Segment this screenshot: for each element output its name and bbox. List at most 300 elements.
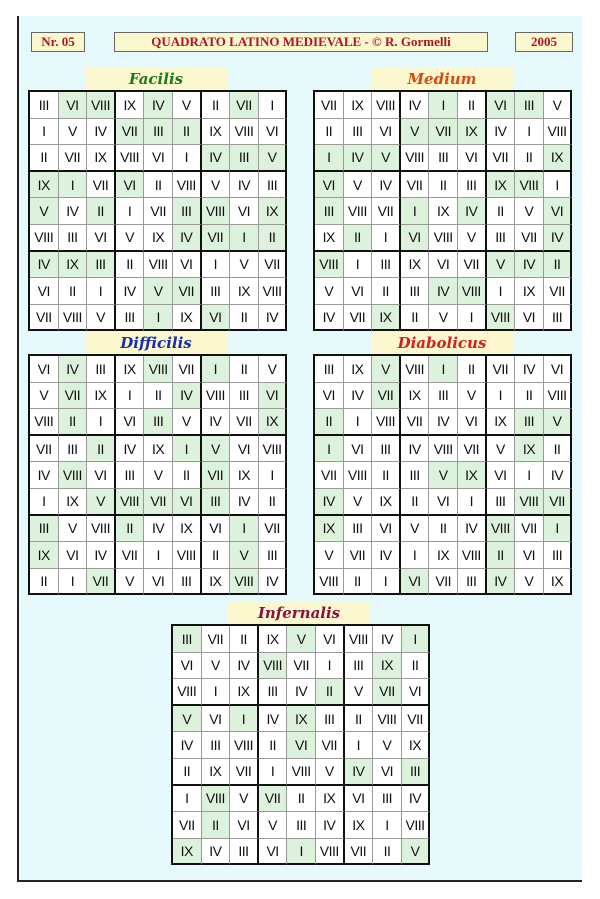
grid-cell[interactable]: VII	[116, 119, 145, 146]
grid-cell[interactable]: VIII	[287, 759, 316, 786]
grid-cell[interactable]: II	[259, 225, 288, 252]
grid-cell[interactable]: I	[173, 145, 202, 172]
grid-cell[interactable]: VII	[202, 626, 231, 653]
grid-cell[interactable]: IV	[116, 278, 145, 305]
grid-cell[interactable]: III	[315, 356, 344, 383]
grid-cell[interactable]: VII	[259, 252, 288, 279]
grid-cell[interactable]: IV	[173, 383, 202, 410]
grid-cell[interactable]: VIII	[372, 92, 401, 119]
grid-cell[interactable]: V	[544, 409, 573, 436]
grid-cell[interactable]: III	[372, 436, 401, 463]
grid-cell[interactable]: I	[30, 489, 59, 516]
grid-cell[interactable]: I	[173, 436, 202, 463]
grid-cell[interactable]: VI	[173, 489, 202, 516]
grid-cell[interactable]: IV	[315, 489, 344, 516]
grid-cell[interactable]: I	[544, 172, 573, 199]
grid-cell[interactable]: VIII	[372, 409, 401, 436]
grid-cell[interactable]: IX	[344, 356, 373, 383]
grid-cell[interactable]: V	[515, 569, 544, 596]
grid-cell[interactable]: VI	[544, 356, 573, 383]
grid-cell[interactable]: III	[544, 305, 573, 332]
grid-cell[interactable]: VI	[373, 759, 402, 786]
grid-cell[interactable]: IV	[487, 119, 516, 146]
grid-cell[interactable]: I	[487, 383, 516, 410]
grid-cell[interactable]: IV	[30, 462, 59, 489]
grid-cell[interactable]: IV	[458, 198, 487, 225]
grid-cell[interactable]: VI	[144, 569, 173, 596]
grid-cell[interactable]: VII	[345, 839, 374, 866]
grid-cell[interactable]: I	[373, 812, 402, 839]
grid-cell[interactable]: V	[373, 732, 402, 759]
grid-cell[interactable]: IX	[144, 436, 173, 463]
grid-cell[interactable]: VII	[230, 92, 259, 119]
grid-cell[interactable]: III	[59, 436, 88, 463]
grid-cell[interactable]: III	[202, 278, 231, 305]
grid-cell[interactable]: IX	[344, 92, 373, 119]
grid-cell[interactable]: VIII	[59, 305, 88, 332]
grid-cell[interactable]: IV	[373, 626, 402, 653]
grid-cell[interactable]: I	[144, 305, 173, 332]
grid-cell[interactable]: I	[429, 92, 458, 119]
grid-cell[interactable]: VIII	[401, 356, 430, 383]
grid-cell[interactable]: VI	[87, 225, 116, 252]
grid-cell[interactable]: V	[487, 436, 516, 463]
grid-cell[interactable]: VI	[116, 409, 145, 436]
grid-cell[interactable]: IX	[173, 516, 202, 543]
grid-cell[interactable]: III	[458, 172, 487, 199]
grid-cell[interactable]: V	[144, 462, 173, 489]
grid-cell[interactable]: IV	[59, 198, 88, 225]
grid-cell[interactable]: V	[230, 252, 259, 279]
grid-cell[interactable]: V	[116, 569, 145, 596]
grid-cell[interactable]: IV	[372, 172, 401, 199]
grid-cell[interactable]: IX	[315, 516, 344, 543]
grid-cell[interactable]: VI	[402, 679, 431, 706]
grid-cell[interactable]: IX	[59, 489, 88, 516]
grid-cell[interactable]: II	[344, 225, 373, 252]
grid-cell[interactable]: IV	[202, 145, 231, 172]
grid-cell[interactable]: VIII	[429, 225, 458, 252]
grid-cell[interactable]: IX	[202, 119, 231, 146]
grid-cell[interactable]: I	[344, 252, 373, 279]
grid-cell[interactable]: III	[116, 462, 145, 489]
grid-cell[interactable]: VIII	[544, 119, 573, 146]
grid-cell[interactable]: IV	[344, 145, 373, 172]
grid-cell[interactable]: VII	[59, 383, 88, 410]
grid-cell[interactable]: IX	[316, 786, 345, 813]
grid-cell[interactable]: IX	[515, 278, 544, 305]
grid-cell[interactable]: VII	[30, 305, 59, 332]
grid-cell[interactable]: III	[87, 356, 116, 383]
grid-cell[interactable]: VII	[402, 706, 431, 733]
grid-cell[interactable]: VIII	[59, 462, 88, 489]
grid-cell[interactable]: V	[372, 145, 401, 172]
grid-cell[interactable]: VI	[202, 516, 231, 543]
grid-cell[interactable]: V	[173, 92, 202, 119]
grid-cell[interactable]: III	[402, 759, 431, 786]
grid-cell[interactable]: VII	[515, 225, 544, 252]
grid-cell[interactable]: I	[202, 252, 231, 279]
grid-cell[interactable]: VI	[487, 462, 516, 489]
grid-cell[interactable]: III	[458, 569, 487, 596]
grid-cell[interactable]: I	[515, 462, 544, 489]
grid-cell[interactable]: V	[315, 278, 344, 305]
grid-cell[interactable]: V	[401, 516, 430, 543]
grid-cell[interactable]: IX	[544, 569, 573, 596]
grid-cell[interactable]: I	[87, 409, 116, 436]
grid-cell[interactable]: II	[372, 278, 401, 305]
grid-cell[interactable]: V	[315, 542, 344, 569]
grid-cell[interactable]: VI	[429, 252, 458, 279]
grid-cell[interactable]: II	[230, 356, 259, 383]
grid-cell[interactable]: IV	[544, 225, 573, 252]
grid-cell[interactable]: II	[345, 706, 374, 733]
grid-cell[interactable]: II	[344, 569, 373, 596]
grid-cell[interactable]: VIII	[173, 679, 202, 706]
grid-cell[interactable]: VII	[315, 462, 344, 489]
grid-cell[interactable]: II	[202, 812, 231, 839]
grid-cell[interactable]: II	[259, 732, 288, 759]
grid-cell[interactable]: I	[315, 436, 344, 463]
grid-cell[interactable]: VI	[429, 489, 458, 516]
grid-cell[interactable]: IX	[287, 706, 316, 733]
grid-cell[interactable]: III	[544, 542, 573, 569]
grid-cell[interactable]: VIII	[402, 812, 431, 839]
grid-cell[interactable]: VII	[87, 569, 116, 596]
grid-cell[interactable]: VIII	[230, 569, 259, 596]
grid-cell[interactable]: II	[315, 409, 344, 436]
grid-cell[interactable]: IX	[315, 225, 344, 252]
grid-cell[interactable]: VIII	[458, 278, 487, 305]
grid-cell[interactable]: III	[401, 278, 430, 305]
grid-cell[interactable]: III	[144, 119, 173, 146]
grid-cell[interactable]: VIII	[230, 732, 259, 759]
grid-cell[interactable]: III	[401, 462, 430, 489]
grid-cell[interactable]: IX	[116, 356, 145, 383]
grid-cell[interactable]: II	[544, 252, 573, 279]
grid-cell[interactable]: I	[487, 278, 516, 305]
grid-cell[interactable]: IX	[173, 839, 202, 866]
grid-cell[interactable]: IV	[259, 305, 288, 332]
grid-cell[interactable]: IX	[373, 653, 402, 680]
grid-cell[interactable]: VIII	[401, 145, 430, 172]
grid-cell[interactable]: IX	[429, 542, 458, 569]
grid-cell[interactable]: I	[230, 516, 259, 543]
grid-cell[interactable]: II	[87, 198, 116, 225]
grid-cell[interactable]: III	[316, 706, 345, 733]
grid-cell[interactable]: IX	[402, 732, 431, 759]
grid-cell[interactable]: IV	[515, 356, 544, 383]
grid-cell[interactable]: III	[487, 225, 516, 252]
grid-cell[interactable]: II	[144, 172, 173, 199]
grid-cell[interactable]: IV	[230, 172, 259, 199]
grid-cell[interactable]: III	[373, 786, 402, 813]
grid-cell[interactable]: III	[230, 383, 259, 410]
grid-cell[interactable]: VIII	[316, 839, 345, 866]
grid-cell[interactable]: VII	[344, 542, 373, 569]
grid-cell[interactable]: III	[259, 542, 288, 569]
grid-cell[interactable]: III	[345, 653, 374, 680]
grid-cell[interactable]: VI	[259, 119, 288, 146]
grid-cell[interactable]: III	[487, 489, 516, 516]
grid-cell[interactable]: VIII	[487, 305, 516, 332]
grid-cell[interactable]: VI	[345, 786, 374, 813]
grid-cell[interactable]: VI	[59, 92, 88, 119]
grid-cell[interactable]: VI	[315, 383, 344, 410]
grid-cell[interactable]: I	[173, 786, 202, 813]
grid-cell[interactable]: III	[259, 172, 288, 199]
grid-cell[interactable]: VIII	[373, 706, 402, 733]
grid-cell[interactable]: IX	[30, 172, 59, 199]
grid-cell[interactable]: IV	[144, 516, 173, 543]
grid-cell[interactable]: VI	[316, 626, 345, 653]
grid-cell[interactable]: VII	[429, 569, 458, 596]
grid-cell[interactable]: II	[429, 172, 458, 199]
grid-cell[interactable]: VIII	[259, 278, 288, 305]
grid-cell[interactable]: VII	[173, 278, 202, 305]
grid-cell[interactable]: II	[259, 489, 288, 516]
grid-cell[interactable]: II	[173, 462, 202, 489]
grid-cell[interactable]: V	[487, 252, 516, 279]
grid-cell[interactable]: II	[202, 542, 231, 569]
grid-cell[interactable]: IV	[287, 679, 316, 706]
grid-cell[interactable]: VIII	[259, 653, 288, 680]
grid-cell[interactable]: VIII	[230, 119, 259, 146]
grid-cell[interactable]: II	[173, 759, 202, 786]
grid-cell[interactable]: IV	[402, 786, 431, 813]
grid-cell[interactable]: IX	[87, 383, 116, 410]
grid-cell[interactable]: VI	[515, 305, 544, 332]
grid-cell[interactable]: V	[344, 172, 373, 199]
grid-cell[interactable]: II	[30, 145, 59, 172]
grid-cell[interactable]: VI	[202, 706, 231, 733]
grid-cell[interactable]: IX	[487, 172, 516, 199]
grid-cell[interactable]: IX	[87, 145, 116, 172]
grid-cell[interactable]: VIII	[87, 516, 116, 543]
grid-cell[interactable]: IX	[401, 252, 430, 279]
grid-cell[interactable]: III	[515, 92, 544, 119]
grid-cell[interactable]: IX	[487, 409, 516, 436]
grid-cell[interactable]: I	[259, 462, 288, 489]
grid-cell[interactable]: IV	[173, 225, 202, 252]
grid-cell[interactable]: III	[315, 198, 344, 225]
grid-cell[interactable]: V	[402, 839, 431, 866]
grid-cell[interactable]: II	[316, 679, 345, 706]
grid-cell[interactable]: VIII	[515, 172, 544, 199]
grid-cell[interactable]: VII	[30, 436, 59, 463]
grid-cell[interactable]: VI	[230, 436, 259, 463]
grid-cell[interactable]: VI	[116, 172, 145, 199]
grid-cell[interactable]: VII	[487, 356, 516, 383]
grid-cell[interactable]: V	[230, 542, 259, 569]
grid-cell[interactable]: V	[259, 356, 288, 383]
grid-cell[interactable]: VII	[202, 225, 231, 252]
grid-cell[interactable]: VI	[401, 225, 430, 252]
grid-cell[interactable]: VII	[515, 516, 544, 543]
grid-cell[interactable]: VI	[458, 409, 487, 436]
grid-cell[interactable]: II	[87, 436, 116, 463]
grid-cell[interactable]: I	[259, 92, 288, 119]
grid-cell[interactable]: VI	[458, 145, 487, 172]
grid-cell[interactable]: III	[287, 812, 316, 839]
grid-cell[interactable]: V	[173, 706, 202, 733]
grid-cell[interactable]: I	[316, 653, 345, 680]
grid-cell[interactable]: VII	[401, 409, 430, 436]
grid-cell[interactable]: VII	[202, 462, 231, 489]
grid-cell[interactable]: VII	[144, 489, 173, 516]
grid-cell[interactable]: VII	[372, 383, 401, 410]
grid-cell[interactable]: VI	[401, 569, 430, 596]
grid-cell[interactable]: II	[544, 436, 573, 463]
grid-cell[interactable]: I	[544, 516, 573, 543]
grid-cell[interactable]: I	[259, 759, 288, 786]
grid-cell[interactable]: VIII	[544, 383, 573, 410]
grid-cell[interactable]: IV	[259, 706, 288, 733]
grid-cell[interactable]: V	[30, 198, 59, 225]
grid-cell[interactable]: IV	[544, 462, 573, 489]
grid-cell[interactable]: V	[287, 626, 316, 653]
grid-cell[interactable]: IX	[230, 462, 259, 489]
grid-cell[interactable]: I	[458, 489, 487, 516]
grid-cell[interactable]: III	[144, 409, 173, 436]
grid-cell[interactable]: VI	[515, 542, 544, 569]
grid-cell[interactable]: VII	[344, 305, 373, 332]
grid-cell[interactable]: VI	[230, 198, 259, 225]
grid-cell[interactable]: IX	[144, 225, 173, 252]
grid-cell[interactable]: IV	[116, 436, 145, 463]
grid-cell[interactable]: VI	[30, 356, 59, 383]
grid-cell[interactable]: II	[30, 569, 59, 596]
grid-cell[interactable]: VII	[316, 732, 345, 759]
grid-cell[interactable]: II	[116, 252, 145, 279]
grid-cell[interactable]: II	[230, 305, 259, 332]
grid-cell[interactable]: III	[429, 145, 458, 172]
grid-cell[interactable]: IX	[259, 626, 288, 653]
grid-cell[interactable]: II	[373, 839, 402, 866]
grid-cell[interactable]: VI	[315, 172, 344, 199]
grid-cell[interactable]: IX	[544, 145, 573, 172]
grid-cell[interactable]: IV	[230, 653, 259, 680]
grid-cell[interactable]: VIII	[144, 252, 173, 279]
grid-cell[interactable]: VIII	[173, 172, 202, 199]
grid-cell[interactable]: II	[487, 542, 516, 569]
grid-cell[interactable]: III	[173, 198, 202, 225]
grid-cell[interactable]: IV	[87, 119, 116, 146]
grid-cell[interactable]: IX	[515, 436, 544, 463]
grid-cell[interactable]: VI	[372, 119, 401, 146]
grid-cell[interactable]: I	[401, 198, 430, 225]
grid-cell[interactable]: IV	[458, 516, 487, 543]
grid-cell[interactable]: VIII	[87, 92, 116, 119]
grid-cell[interactable]: VI	[59, 542, 88, 569]
grid-cell[interactable]: I	[345, 732, 374, 759]
grid-cell[interactable]: V	[429, 462, 458, 489]
grid-cell[interactable]: V	[230, 786, 259, 813]
grid-cell[interactable]: I	[144, 542, 173, 569]
grid-cell[interactable]: VIII	[515, 489, 544, 516]
grid-cell[interactable]: II	[202, 92, 231, 119]
grid-cell[interactable]: V	[116, 225, 145, 252]
grid-cell[interactable]: IX	[116, 92, 145, 119]
grid-cell[interactable]: III	[59, 225, 88, 252]
grid-cell[interactable]: V	[202, 172, 231, 199]
grid-cell[interactable]: IV	[487, 569, 516, 596]
grid-cell[interactable]: IX	[372, 305, 401, 332]
grid-cell[interactable]: IX	[345, 812, 374, 839]
grid-cell[interactable]: I	[116, 383, 145, 410]
grid-cell[interactable]: I	[315, 145, 344, 172]
grid-cell[interactable]: III	[116, 305, 145, 332]
grid-cell[interactable]: III	[30, 92, 59, 119]
grid-cell[interactable]: IV	[315, 305, 344, 332]
grid-cell[interactable]: VIII	[30, 409, 59, 436]
grid-cell[interactable]: II	[458, 356, 487, 383]
grid-cell[interactable]: IX	[202, 569, 231, 596]
grid-cell[interactable]: VIII	[315, 569, 344, 596]
grid-cell[interactable]: I	[230, 706, 259, 733]
grid-cell[interactable]: I	[372, 569, 401, 596]
grid-cell[interactable]: IX	[401, 383, 430, 410]
grid-cell[interactable]: VIII	[116, 145, 145, 172]
grid-cell[interactable]: VII	[401, 172, 430, 199]
grid-cell[interactable]: VIII	[30, 225, 59, 252]
grid-cell[interactable]: I	[458, 305, 487, 332]
grid-cell[interactable]: II	[401, 305, 430, 332]
grid-cell[interactable]: IV	[259, 569, 288, 596]
grid-cell[interactable]: IX	[429, 198, 458, 225]
grid-cell[interactable]: VI	[259, 839, 288, 866]
grid-cell[interactable]: I	[287, 839, 316, 866]
grid-cell[interactable]: II	[401, 489, 430, 516]
grid-cell[interactable]: VII	[87, 172, 116, 199]
grid-cell[interactable]: VII	[458, 436, 487, 463]
grid-cell[interactable]: III	[259, 679, 288, 706]
grid-cell[interactable]: IV	[401, 436, 430, 463]
grid-cell[interactable]: VI	[30, 278, 59, 305]
grid-cell[interactable]: VIII	[202, 198, 231, 225]
grid-cell[interactable]: IX	[202, 759, 231, 786]
grid-cell[interactable]: IV	[429, 409, 458, 436]
grid-cell[interactable]: III	[30, 516, 59, 543]
grid-cell[interactable]: I	[429, 356, 458, 383]
grid-cell[interactable]: I	[230, 225, 259, 252]
grid-cell[interactable]: IX	[59, 252, 88, 279]
grid-cell[interactable]: IX	[458, 462, 487, 489]
grid-cell[interactable]: VII	[259, 786, 288, 813]
grid-cell[interactable]: VI	[202, 305, 231, 332]
grid-cell[interactable]: I	[30, 119, 59, 146]
grid-cell[interactable]: VIII	[116, 489, 145, 516]
grid-cell[interactable]: VI	[173, 252, 202, 279]
grid-cell[interactable]: IX	[259, 409, 288, 436]
grid-cell[interactable]: VIII	[259, 436, 288, 463]
grid-cell[interactable]: VII	[230, 409, 259, 436]
grid-cell[interactable]: IV	[87, 542, 116, 569]
grid-cell[interactable]: VI	[173, 653, 202, 680]
grid-cell[interactable]: VII	[429, 119, 458, 146]
grid-cell[interactable]: VII	[315, 92, 344, 119]
grid-cell[interactable]: IV	[515, 252, 544, 279]
grid-cell[interactable]: VIII	[202, 786, 231, 813]
grid-cell[interactable]: IV	[316, 812, 345, 839]
grid-cell[interactable]: III	[87, 252, 116, 279]
grid-cell[interactable]: IX	[259, 198, 288, 225]
grid-cell[interactable]: III	[515, 409, 544, 436]
grid-cell[interactable]: II	[315, 119, 344, 146]
grid-cell[interactable]: VII	[173, 356, 202, 383]
grid-cell[interactable]: I	[87, 278, 116, 305]
grid-cell[interactable]: III	[173, 626, 202, 653]
